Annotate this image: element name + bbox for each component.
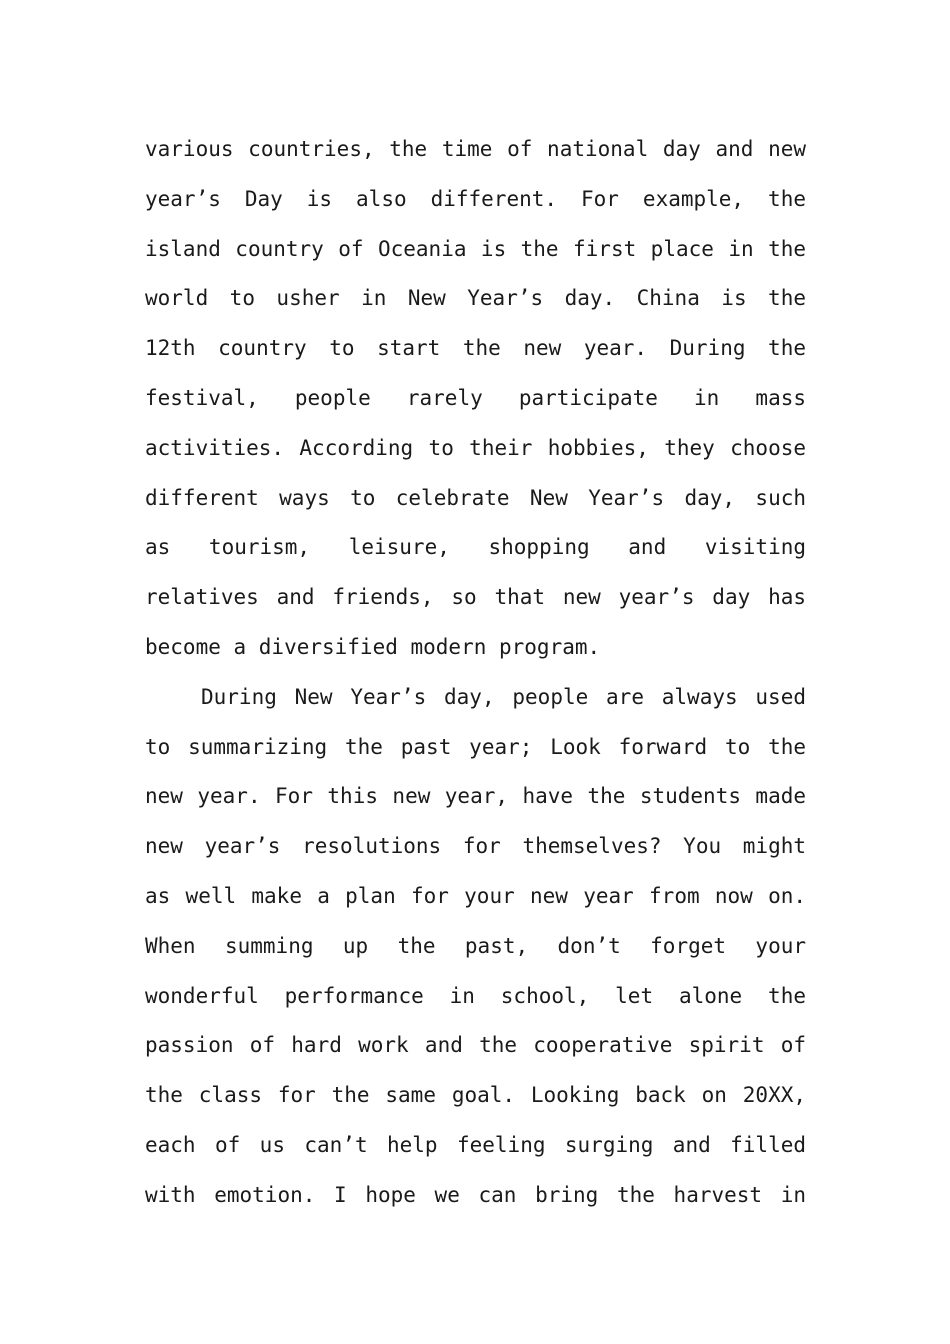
text-line: When summing up the past, don’t forget your	[145, 933, 806, 958]
text-line: world to usher in New Year’s day. China is the	[145, 286, 806, 311]
text-line: festival, people rarely participate in mass	[145, 385, 806, 410]
text-line: During New Year’s day, people are always used	[201, 684, 806, 709]
text-line: year’s Day is also different. For example, the	[145, 186, 806, 211]
text-line: as tourism, leisure, shopping and visiting	[145, 535, 806, 560]
text-line: different ways to celebrate New Year’s day, such	[145, 485, 806, 510]
text-line: relatives and friends, so that new year’s day has	[145, 585, 806, 610]
text-line: to summarizing the past year; Look forward to the	[145, 734, 806, 759]
text-line: wonderful performance in school, let alone the	[145, 983, 806, 1008]
text-line: activities. According to their hobbies, they choose	[145, 435, 806, 460]
text-line: become a diversified modern program.	[145, 634, 601, 659]
paragraph-1	[145, 125, 806, 673]
text-line: new year’s resolutions for themselves? You might	[145, 834, 806, 859]
paragraph-2	[145, 673, 806, 1221]
text-line: new year. For this new year, have the students made	[145, 784, 806, 809]
text-line: the class for the same goal. Looking back on 20XX,	[145, 1083, 806, 1108]
text-line: each of us can’t help feeling surging and filled	[145, 1132, 806, 1157]
text-line: various countries, the time of national day and new	[145, 137, 806, 161]
text-line: as well make a plan for your new year from now on.	[145, 883, 806, 908]
body-text	[145, 125, 806, 1221]
text-line: with emotion. I hope we can bring the harvest in	[145, 1182, 806, 1207]
text-line: passion of hard work and the cooperative spirit of	[145, 1033, 806, 1058]
text-line: island country of Oceania is the first place in the	[145, 236, 806, 261]
text-line: 12th country to start the new year. During the	[145, 336, 806, 361]
